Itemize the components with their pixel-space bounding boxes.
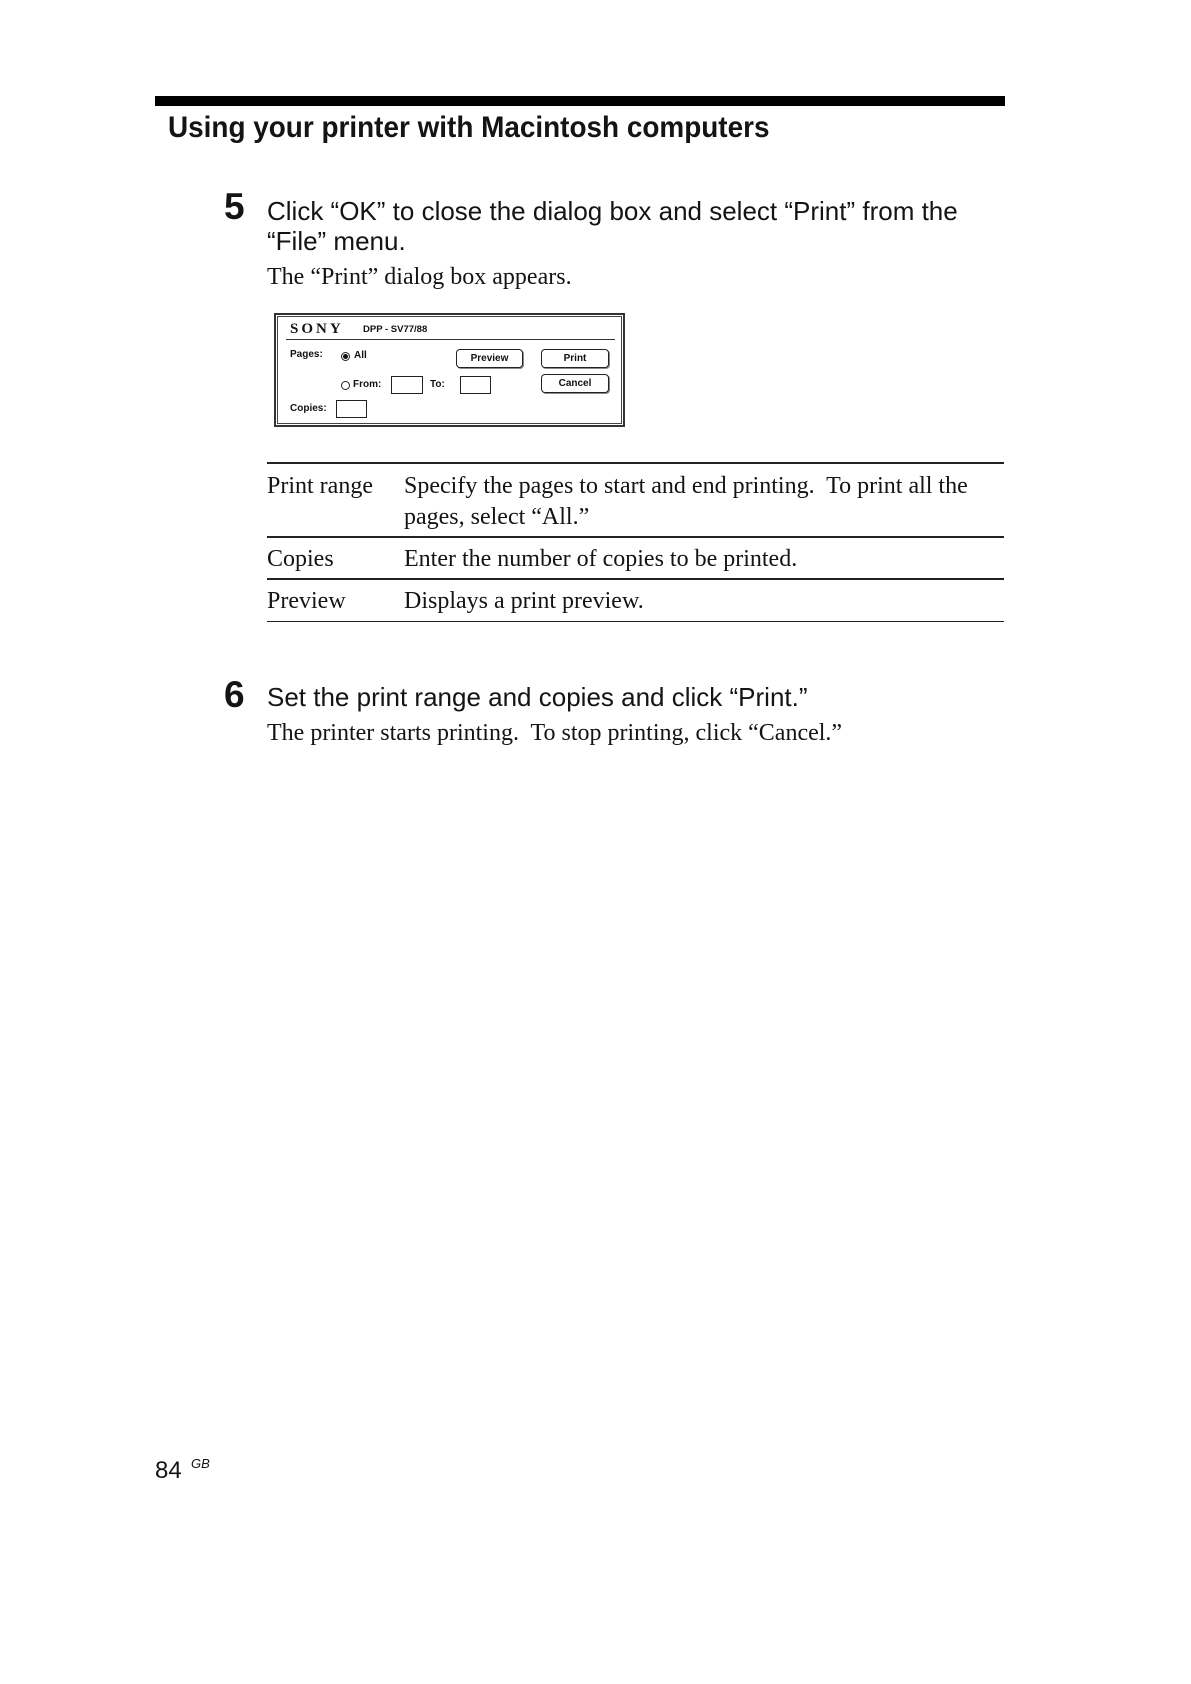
step-5-instruction-line-1: Click “OK” to close the dialog box and select “Print” from the [267, 196, 958, 226]
step-6-instruction: Set the print range and copies and click “Print.” [267, 682, 808, 712]
step-number-5: 5 [224, 186, 245, 227]
table-desc-copies: Enter the number of copies to be printed. [404, 546, 798, 572]
table-desc-print-range-line-2: pages, select “All.” [404, 504, 590, 530]
table-term-preview: Preview [267, 588, 346, 614]
to-label: To: [430, 379, 445, 390]
all-label: All [354, 350, 367, 361]
table-rule-bottom [267, 621, 1004, 622]
from-page-field [391, 376, 423, 394]
dialog-header-rule [286, 339, 615, 340]
radio-all-icon [341, 352, 350, 361]
table-rule-row-1 [267, 536, 1004, 538]
print-button: Print [541, 349, 609, 368]
table-rule-row-2 [267, 578, 1004, 580]
dialog-model-name: DPP - SV77/88 [363, 324, 428, 335]
table-term-print-range: Print range [267, 473, 373, 499]
radio-from-icon [341, 381, 350, 390]
region-code: GB [191, 1456, 210, 1471]
step-number-6: 6 [224, 674, 245, 715]
pages-label: Pages: [290, 349, 323, 360]
cancel-button: Cancel [541, 374, 609, 393]
copies-label: Copies: [290, 403, 327, 414]
header-rule [155, 96, 1005, 106]
to-page-field [460, 376, 491, 394]
sony-logo: SONY [290, 321, 344, 337]
step-5-instruction-line-2: “File” menu. [267, 226, 406, 256]
table-desc-print-range-line-1: Specify the pages to start and end printing. To print all the [404, 473, 968, 499]
table-rule-top [267, 462, 1004, 464]
table-desc-preview: Displays a print preview. [404, 588, 644, 614]
page-number: 84 [155, 1457, 182, 1484]
step-6-result: The printer starts printing. To stop printing, click “Cancel.” [267, 720, 843, 746]
copies-field [336, 400, 367, 418]
from-label: From: [353, 379, 382, 390]
table-term-copies: Copies [267, 546, 334, 572]
preview-button: Preview [456, 349, 523, 368]
step-5-result: The “Print” dialog box appears. [267, 264, 572, 290]
print-dialog-illustration [274, 313, 625, 427]
page-title: Using your printer with Macintosh computers [168, 111, 770, 144]
